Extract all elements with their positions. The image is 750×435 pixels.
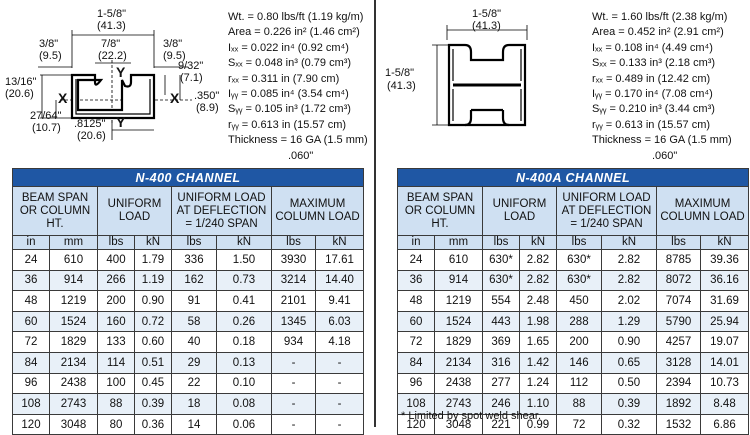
table-cell: 610	[435, 250, 483, 271]
n400-panel	[0, 0, 373, 431]
table-cell: 0.73	[217, 270, 272, 291]
table-cell: 9.41	[316, 291, 364, 312]
lip-height-dim: 9/32"	[178, 60, 204, 72]
table-cell: 1.98	[520, 311, 557, 332]
table-cell: 0.26	[217, 311, 272, 332]
lip-right-mm-dim: (9.5)	[163, 50, 186, 62]
table-cell: 108	[13, 394, 50, 415]
prop-ixx: Iₓₓ = 0.022 in⁴ (0.92 cm⁴)	[228, 41, 349, 54]
n400a-section-drawing	[377, 0, 627, 165]
table-cell: 200	[557, 332, 602, 353]
table-cell: 0.18	[217, 332, 272, 353]
hdr-uniform-load: UNIFORM LOAD	[98, 187, 172, 236]
table-row	[13, 414, 364, 435]
prop-iyy: Iᵧᵧ = 0.085 in⁴ (3.54 cm⁴)	[228, 87, 349, 100]
lip-height2-mm-dim: (8.9)	[196, 102, 219, 114]
n400-load-table	[12, 168, 364, 435]
table-cell: 1524	[435, 311, 483, 332]
prop-sxx: Sₓₓ = 0.048 in³ (0.79 cm³)	[228, 57, 352, 70]
table-cell: 1.42	[520, 352, 557, 373]
table-cell: 8785	[657, 250, 701, 271]
table-cell: 3048	[50, 414, 98, 435]
table-cell: 266	[98, 270, 135, 291]
hdr-span: BEAM SPAN OR COLUMN HT.	[13, 187, 98, 236]
table-cell: 0.32	[602, 414, 657, 435]
table-cell: 336	[172, 250, 217, 271]
table-cell: 0.60	[135, 332, 172, 353]
table-cell: 630*	[483, 270, 520, 291]
table-cell: 0.99	[520, 414, 557, 435]
table-cell: 14	[172, 414, 217, 435]
table-cell: 96	[13, 373, 50, 394]
table-cell: 2438	[435, 373, 483, 394]
table-cell: 18	[172, 394, 217, 415]
table-cell: 450	[557, 291, 602, 312]
table-cell: 1.24	[520, 373, 557, 394]
unit-cell: in	[13, 236, 50, 250]
table-cell: 160	[98, 311, 135, 332]
table-cell: 14.01	[701, 352, 749, 373]
table-cell: 2.82	[602, 250, 657, 271]
table-row	[398, 270, 749, 291]
table-cell: 1.50	[217, 250, 272, 271]
table-cell: 48	[398, 291, 435, 312]
footnote: * Limited by spot weld shear.	[401, 410, 542, 422]
table-cell: 91	[172, 291, 217, 312]
n400a-width-mm-dim: (41.3)	[472, 20, 501, 32]
overall-width-dim: 1-5/8"	[97, 8, 126, 20]
table-cell: 48	[13, 291, 50, 312]
unit-cell: kN	[701, 236, 749, 250]
hdr-span: BEAM SPAN OR COLUMN HT.	[398, 187, 483, 236]
y-axis-label-bottom: Y	[116, 114, 126, 130]
table-row	[398, 311, 749, 332]
table-cell: 8072	[657, 270, 701, 291]
table-cell: 40	[172, 332, 217, 353]
table-cell: 88	[98, 394, 135, 415]
table-cell: 4257	[657, 332, 701, 353]
n400-table-body	[13, 250, 364, 435]
table-row	[13, 394, 364, 415]
table-row	[13, 291, 364, 312]
half-width-dim: .8125"	[74, 118, 106, 130]
table-cell: 0.72	[135, 311, 172, 332]
table-cell: 0.45	[135, 373, 172, 394]
table-row	[13, 373, 364, 394]
table-cell: 88	[557, 394, 602, 415]
table-cell: 112	[557, 373, 602, 394]
table-cell: 1.10	[520, 394, 557, 415]
height-dim: 13/16"	[5, 76, 37, 88]
table-cell: 443	[483, 311, 520, 332]
table-cell: 0.39	[602, 394, 657, 415]
table-cell: 2.82	[520, 270, 557, 291]
table-cell: 4.18	[316, 332, 364, 353]
y-axis-label-top: Y	[116, 64, 126, 80]
n400a-properties	[592, 10, 732, 164]
table-cell: 2.82	[520, 250, 557, 271]
n400a-height-dim: 1-5/8"	[385, 67, 414, 79]
table-cell: 2743	[50, 394, 98, 415]
unit-cell: in	[398, 236, 435, 250]
table-cell: 2394	[657, 373, 701, 394]
centroid-mm-dim: (10.7)	[32, 122, 61, 134]
table-cell: 288	[557, 311, 602, 332]
table-cell: 2438	[50, 373, 98, 394]
table-cell: 10.73	[701, 373, 749, 394]
table-cell: 0.08	[217, 394, 272, 415]
table-cell: 200	[98, 291, 135, 312]
table-row	[398, 352, 749, 373]
table-cell: 246	[483, 394, 520, 415]
table-cell: 1.79	[135, 250, 172, 271]
table-cell: 1345	[272, 311, 316, 332]
prop-syy: Sᵧᵧ = 0.105 in³ (1.72 cm³)	[228, 103, 351, 116]
unit-cell: lbs	[557, 236, 602, 250]
opening-dim: 7/8"	[101, 38, 121, 50]
table-cell: 1829	[435, 332, 483, 353]
unit-cell: kN	[316, 236, 364, 250]
table-cell: 2.02	[602, 291, 657, 312]
table-cell: 3048	[435, 414, 483, 435]
table-cell: -	[316, 352, 364, 373]
table-cell: 400	[98, 250, 135, 271]
table-cell: 3128	[657, 352, 701, 373]
table-cell: 0.50	[602, 373, 657, 394]
n400a-width-dim: 1-5/8"	[472, 8, 501, 20]
prop-area: Area = 0.452 in² (2.91 cm²)	[592, 26, 724, 39]
table-cell: 2.82	[602, 270, 657, 291]
x-axis-label-left: X	[58, 90, 68, 106]
table-cell: 914	[50, 270, 98, 291]
prop-ryy: rᵧᵧ = 0.613 in (15.57 cm)	[592, 118, 711, 131]
table-cell: -	[272, 394, 316, 415]
table-cell: -	[272, 414, 316, 435]
table-cell: 96	[398, 373, 435, 394]
table-cell: 36.16	[701, 270, 749, 291]
prop-syy: Sᵧᵧ = 0.210 in³ (3.44 cm³)	[592, 103, 715, 116]
table-cell: 36	[13, 270, 50, 291]
table-cell: 1.65	[520, 332, 557, 353]
half-width-mm-dim: (20.6)	[77, 130, 106, 142]
table-title: N-400A CHANNEL	[398, 169, 749, 187]
hdr-deflection: UNIFORM LOAD AT DEFLECTION = 1/240 SPAN	[557, 187, 657, 236]
table-cell: 2134	[50, 352, 98, 373]
table-cell: 0.10	[217, 373, 272, 394]
unit-cell: kN	[135, 236, 172, 250]
table-row	[13, 311, 364, 332]
table-cell: 277	[483, 373, 520, 394]
table-cell: 100	[98, 373, 135, 394]
lip-left-mm-dim: (9.5)	[39, 50, 62, 62]
table-cell: 25.94	[701, 311, 749, 332]
table-row	[13, 352, 364, 373]
table-cell: 58	[172, 311, 217, 332]
unit-cell: lbs	[272, 236, 316, 250]
table-cell: 6.86	[701, 414, 749, 435]
table-cell: 934	[272, 332, 316, 353]
table-cell: 0.90	[602, 332, 657, 353]
prop-ryy: rᵧᵧ = 0.613 in (15.57 cm)	[228, 118, 347, 131]
table-cell: 369	[483, 332, 520, 353]
table-cell: 19.07	[701, 332, 749, 353]
table-cell: 2134	[435, 352, 483, 373]
prop-thickness: Thickness = 16 GA (1.5 mm)	[592, 134, 732, 147]
hdr-deflection: UNIFORM LOAD AT DEFLECTION = 1/240 SPAN	[172, 187, 272, 236]
lip-height2-dim: .350"	[194, 90, 220, 102]
unit-cell: lbs	[172, 236, 217, 250]
hdr-uniform-load: UNIFORM LOAD	[483, 187, 557, 236]
table-cell: 0.39	[135, 394, 172, 415]
table-cell: 0.65	[602, 352, 657, 373]
table-cell: 24	[13, 250, 50, 271]
n400-properties	[228, 10, 368, 164]
unit-cell: mm	[50, 236, 98, 250]
table-cell: 914	[435, 270, 483, 291]
table-cell: 3214	[272, 270, 316, 291]
table-cell: -	[316, 373, 364, 394]
table-row	[398, 373, 749, 394]
table-cell: 133	[98, 332, 135, 353]
table-cell: 22	[172, 373, 217, 394]
panel-divider	[374, 0, 376, 427]
table-cell: 72	[13, 332, 50, 353]
prop-rxx: rₓₓ = 0.311 in (7.90 cm)	[228, 72, 340, 85]
lip-right-dim: 3/8"	[163, 38, 183, 50]
x-axis-label-right: X	[170, 90, 180, 106]
table-cell: 630*	[557, 250, 602, 271]
table-cell: 1829	[50, 332, 98, 353]
table-cell: 14.40	[316, 270, 364, 291]
table-row	[398, 250, 749, 271]
table-row	[13, 332, 364, 353]
table-row	[13, 250, 364, 271]
table-cell: 610	[50, 250, 98, 271]
table-cell: 6.03	[316, 311, 364, 332]
prop-sxx: Sₓₓ = 0.133 in³ (2.18 cm³)	[592, 57, 716, 70]
table-cell: -	[272, 373, 316, 394]
lip-height-mm-dim: (7.1)	[180, 72, 203, 84]
table-cell: 31.69	[701, 291, 749, 312]
table-cell: 0.36	[135, 414, 172, 435]
table-cell: 2.48	[520, 291, 557, 312]
table-cell: 8.48	[701, 394, 749, 415]
table-cell: 0.06	[217, 414, 272, 435]
table-cell: -	[272, 352, 316, 373]
n400-section-drawing	[0, 0, 250, 165]
table-cell: 1219	[435, 291, 483, 312]
prop-iyy: Iᵧᵧ = 0.170 in⁴ (7.08 cm⁴)	[592, 87, 713, 100]
table-row	[13, 270, 364, 291]
table-cell: 0.51	[135, 352, 172, 373]
table-cell: 1.19	[135, 270, 172, 291]
opening-mm-dim: (22.2)	[98, 50, 127, 62]
table-row	[398, 332, 749, 353]
n400a-load-table	[397, 168, 749, 435]
table-cell: 72	[398, 332, 435, 353]
prop-ixx: Iₓₓ = 0.108 in⁴ (4.49 cm⁴)	[592, 41, 713, 54]
unit-cell: lbs	[657, 236, 701, 250]
overall-width-mm-dim: (41.3)	[97, 20, 126, 32]
table-cell: 316	[483, 352, 520, 373]
table-cell: 1219	[50, 291, 98, 312]
table-cell: 0.90	[135, 291, 172, 312]
table-cell: 1892	[657, 394, 701, 415]
table-cell: 554	[483, 291, 520, 312]
prop-area: Area = 0.226 in² (1.46 cm²)	[228, 26, 360, 39]
table-cell: 39.36	[701, 250, 749, 271]
table-cell: 0.41	[217, 291, 272, 312]
table-cell: 36	[398, 270, 435, 291]
table-cell: 1532	[657, 414, 701, 435]
table-cell: 84	[13, 352, 50, 373]
table-cell: 108	[398, 394, 435, 415]
lip-left-dim: 3/8"	[39, 38, 59, 50]
table-cell: 60	[13, 311, 50, 332]
table-cell: 60	[398, 311, 435, 332]
table-row	[398, 291, 749, 312]
table-cell: 17.61	[316, 250, 364, 271]
table-cell: 1524	[50, 311, 98, 332]
table-cell: 2101	[272, 291, 316, 312]
unit-cell: mm	[435, 236, 483, 250]
n400a-height-mm-dim: (41.3)	[387, 80, 416, 92]
table-cell: -	[316, 414, 364, 435]
table-cell: 29	[172, 352, 217, 373]
centroid-dim: 27/64"	[30, 110, 62, 122]
table-cell: 2743	[435, 394, 483, 415]
prop-rxx: rₓₓ = 0.489 in (12.42 cm)	[592, 72, 711, 85]
table-cell: 1.29	[602, 311, 657, 332]
hdr-column-load: MAXIMUM COLUMN LOAD	[657, 187, 749, 236]
table-cell: 5790	[657, 311, 701, 332]
table-cell: 162	[172, 270, 217, 291]
unit-cell: kN	[602, 236, 657, 250]
prop-weight: Wt. = 0.80 lbs/ft (1.19 kg/m)	[228, 11, 364, 23]
table-cell: 3930	[272, 250, 316, 271]
table-cell: -	[316, 394, 364, 415]
table-cell: 221	[483, 414, 520, 435]
prop-thickness-in: .060"	[288, 149, 314, 162]
table-cell: 630*	[557, 270, 602, 291]
unit-cell: kN	[217, 236, 272, 250]
table-cell: 146	[557, 352, 602, 373]
table-cell: 24	[398, 250, 435, 271]
table-cell: 120	[398, 414, 435, 435]
table-cell: 7074	[657, 291, 701, 312]
n400a-table-body	[398, 250, 749, 435]
table-cell: 72	[557, 414, 602, 435]
prop-weight: Wt. = 1.60 lbs/ft (2.38 kg/m)	[592, 11, 728, 23]
table-cell: 114	[98, 352, 135, 373]
table-cell: 80	[98, 414, 135, 435]
table-cell: 630*	[483, 250, 520, 271]
height-mm-dim: (20.6)	[5, 88, 34, 100]
hdr-column-load: MAXIMUM COLUMN LOAD	[272, 187, 364, 236]
unit-cell: lbs	[483, 236, 520, 250]
unit-cell: kN	[520, 236, 557, 250]
prop-thickness-in: .060"	[652, 149, 678, 162]
prop-thickness: Thickness = 16 GA (1.5 mm)	[228, 134, 368, 147]
table-cell: 0.13	[217, 352, 272, 373]
table-title: N-400 CHANNEL	[13, 169, 364, 187]
table-cell: 84	[398, 352, 435, 373]
unit-cell: lbs	[98, 236, 135, 250]
n400a-panel	[377, 0, 750, 431]
table-cell: 120	[13, 414, 50, 435]
